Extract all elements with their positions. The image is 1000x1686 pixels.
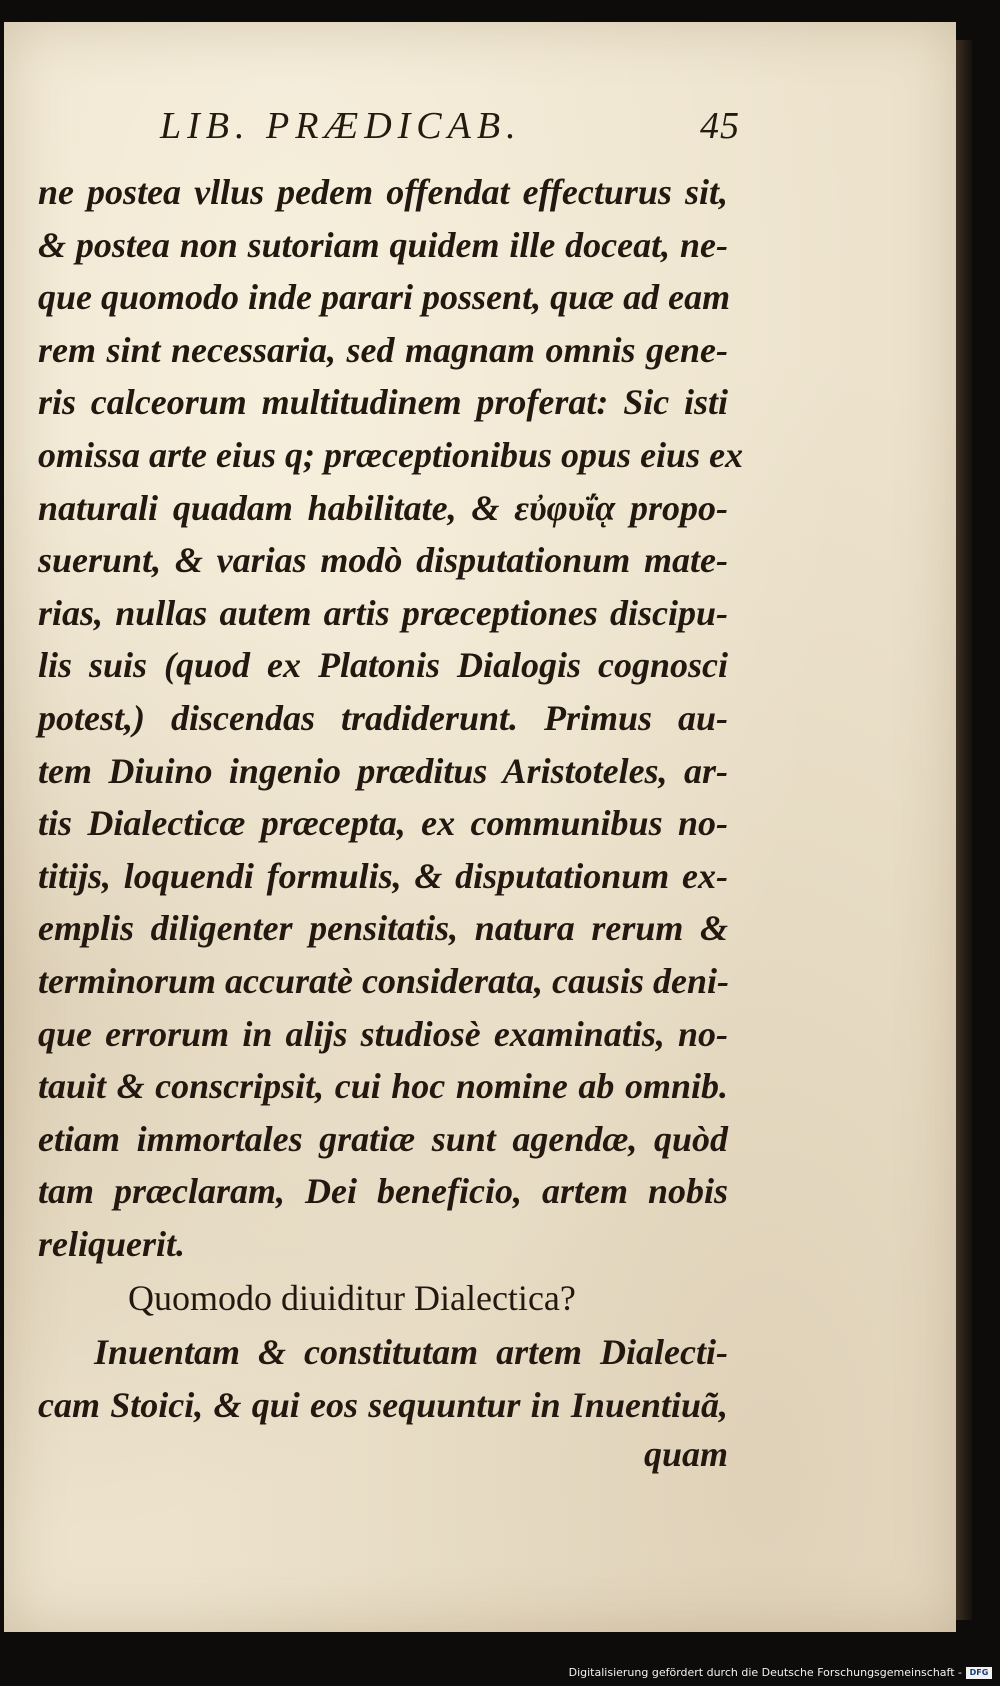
body-text (38, 166, 744, 1270)
text-line: lis suis (quod ex Platonis Dialogis cognosci (38, 645, 728, 686)
text-line: tem Diuino ingenio præditus Aristoteles, ar- (38, 750, 728, 791)
text-line: emplis diligenter pensitatis, natura rerum & (38, 908, 728, 949)
text-line: rem sint necessaria, sed magnam omnis gene- (38, 329, 728, 370)
text-line: & postea non sutoriam quidem ille doceat, ne- (38, 224, 728, 265)
text-line: etiam immortales gratiæ sunt agendæ, quòd (38, 1118, 728, 1159)
dfg-logo-icon: DFG (966, 1667, 992, 1679)
text-line: ne postea vllus pedem offendat effecturus sit, (38, 172, 728, 212)
text-line: tis Dialecticæ præcepta, ex communibus no- (38, 803, 728, 844)
page-number: 45 (700, 105, 740, 147)
text-line: naturali quadam habilitate, & εὐφυΐᾳ propo- (38, 487, 728, 528)
text-line: reliquerit. (38, 1223, 186, 1264)
text-line: potest,) discendas tradiderunt. Primus au- (38, 697, 728, 738)
footer-credit: Digitalisierung gefördert durch die Deutsche Forschungsgemeinschaft - (568, 1666, 962, 1679)
text-line: terminorum accuratè considerata, causis deni- (38, 960, 730, 1001)
text-line: tam præclaram, Dei beneficio, artem nobis (38, 1171, 728, 1212)
text-line: tauit & conscripsit, cui hoc nomine ab omnib. (38, 1066, 728, 1107)
text-line: titijs, loquendi formulis, & disputationum ex- (38, 855, 728, 896)
page-header (160, 104, 740, 154)
text-line: rias, nullas autem artis præceptiones discipu- (38, 592, 728, 633)
text-line: ris calceorum multitudinem proferat: Sic isti (38, 382, 728, 423)
catchword: quam (643, 1434, 728, 1474)
running-title: LIB. PRÆDICAB. (160, 105, 522, 147)
text-line: omissa arte eius q; præceptionibus opus eius ex (38, 434, 744, 475)
text-line: suerunt, & varias modò disputationum mate- (38, 540, 728, 581)
body-text-continued (38, 1326, 728, 1431)
digitization-footer (569, 1664, 992, 1682)
text-line: Inuentam & constitutam artem Dialecti- (94, 1332, 728, 1372)
section-heading: Quomodo diuiditur Dialectica? (128, 1278, 576, 1318)
page-edge-shadow (956, 40, 972, 1620)
text-line: cam Stoici, & qui eos sequuntur in Inuentiuã, (38, 1384, 728, 1425)
text-line: que errorum in alijs studiosè examinatis, no- (38, 1013, 728, 1054)
text-line: que quomodo inde parari possent, quæ ad eam (38, 277, 731, 318)
